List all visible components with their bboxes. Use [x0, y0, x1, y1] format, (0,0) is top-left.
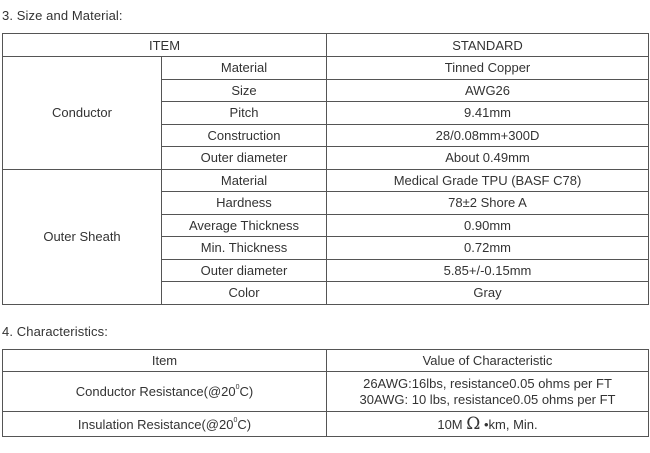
table-header-row — [3, 34, 649, 57]
group-label-outer-sheath: Outer Sheath — [3, 169, 162, 304]
header-item: ITEM — [3, 34, 327, 57]
row-label: Size — [162, 79, 327, 102]
table-row — [3, 412, 649, 437]
value-line: 26AWG:16lbs, resistance0.05 ohms per FT — [363, 375, 612, 391]
header-item: Item — [3, 350, 327, 372]
row-label: Average Thickness — [162, 214, 327, 237]
row-label: Hardness — [162, 192, 327, 215]
row-label: Material — [162, 169, 327, 192]
table-row — [3, 372, 649, 412]
row-value: 28/0.08mm+300D — [327, 124, 649, 147]
row-value: Medical Grade TPU (BASF C78) — [327, 169, 649, 192]
row-value: Gray — [327, 282, 649, 305]
row-value: 0.72mm — [327, 237, 649, 260]
conductor-resistance-label: Conductor $Resistance(@20^0C)$ — [3, 372, 327, 412]
row-value: 5.85+/-0.15mm — [327, 259, 649, 282]
row-value: 9.41mm — [327, 102, 649, 125]
row-value: 78±2 Shore A — [327, 192, 649, 215]
group-label-conductor: Conductor — [3, 57, 162, 170]
row-label: Construction — [162, 124, 327, 147]
value-line: 30AWG: 10 lbs, resistance0.05 ohms per FT — [359, 391, 616, 407]
row-value: Tinned Copper — [327, 57, 649, 80]
row-label: Outer diameter — [162, 259, 327, 282]
row-label: Pitch — [162, 102, 327, 125]
conductor-resistance-value — [327, 372, 649, 412]
table-row — [3, 57, 649, 80]
size-material-table — [2, 33, 649, 305]
table-header-row — [3, 350, 649, 372]
row-label: Material — [162, 57, 327, 80]
row-label: Color — [162, 282, 327, 305]
insulation-resistance-label: Insulation $Resistance(@20^0C)$ — [3, 412, 327, 437]
header-standard: STANDARD — [327, 34, 649, 57]
row-value: 0.90mm — [327, 214, 649, 237]
section-3-title: 3. Size and Material: — [2, 8, 123, 23]
omega-symbol: Ω — [466, 414, 481, 434]
section-4-title: 4. Characteristics: — [2, 324, 108, 339]
table-row — [3, 169, 649, 192]
row-label: Outer diameter — [162, 147, 327, 170]
row-value: About 0.49mm — [327, 147, 649, 170]
row-label: Min. Thickness — [162, 237, 327, 260]
row-value: AWG26 — [327, 79, 649, 102]
characteristics-table — [2, 349, 649, 437]
header-value: Value of Characteristic — [327, 350, 649, 372]
insulation-resistance-value: 10M Ω •km, Min. — [327, 412, 649, 437]
